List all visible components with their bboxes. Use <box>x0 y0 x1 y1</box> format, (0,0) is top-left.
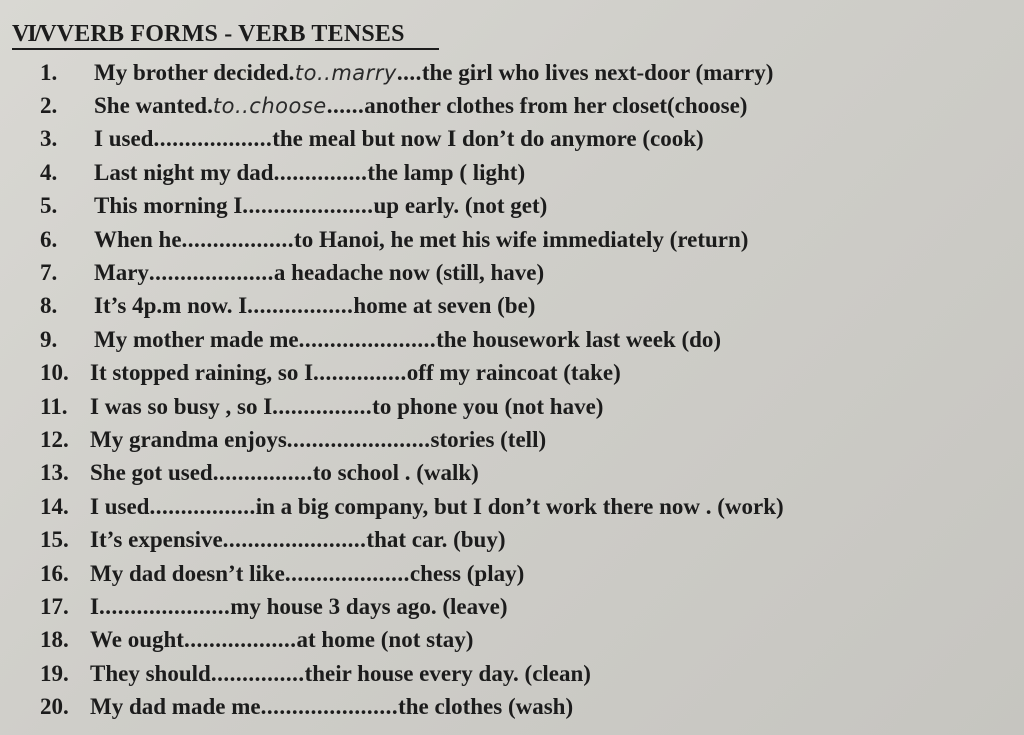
answer-blank[interactable]: ............... <box>210 660 305 686</box>
item-text-before: They should <box>90 660 211 686</box>
item-text-before: Mary <box>94 260 149 286</box>
exercise-list <box>40 56 1015 724</box>
item-text-before: When he <box>94 226 182 252</box>
answer-blank[interactable]: .................... <box>284 560 410 586</box>
title-prefix: VI/V <box>12 21 55 47</box>
item-text-after: another clothes from her closet(choose) <box>364 93 748 119</box>
answer-blank[interactable]: . <box>288 59 295 85</box>
answer-blank-trailing: ...... <box>326 93 365 119</box>
item-text-before: We ought <box>90 627 184 653</box>
item-text-before: I used <box>90 493 150 519</box>
answer-blank[interactable]: ................... <box>153 126 273 152</box>
item-text-after: my house 3 days ago. (leave) <box>230 593 508 619</box>
item-text-after: to school . (walk) <box>312 460 479 486</box>
item-text-after: stories (tell) <box>430 426 547 452</box>
item-number: 13. <box>40 460 69 486</box>
exercise-item <box>40 490 1015 523</box>
item-text-after: in a big company, but I don’t work there now . (work) <box>255 493 784 519</box>
exercise-item <box>40 89 1015 122</box>
answer-blank[interactable]: ............... <box>273 159 368 185</box>
item-text-after: that car. (buy) <box>366 527 506 553</box>
exercise-item <box>40 690 1015 723</box>
answer-blank-trailing: .... <box>396 59 422 85</box>
answer-blank[interactable]: ...................... <box>260 694 399 720</box>
answer-blank[interactable]: ................ <box>212 460 313 486</box>
exercise-item <box>40 223 1015 256</box>
answer-blank[interactable]: ....................... <box>286 426 431 452</box>
item-text-before: My mother made me <box>94 326 299 352</box>
exercise-item <box>40 156 1015 189</box>
item-text-after: a headache now (still, have) <box>273 260 545 286</box>
exercise-item <box>40 56 1015 89</box>
exercise-item <box>40 390 1015 423</box>
item-text-after: to Hanoi, he met his wife immediately (return) <box>294 226 749 252</box>
exercise-item <box>40 357 1015 390</box>
handwritten-answer: to..marry <box>294 60 397 85</box>
item-text-after: chess (play) <box>409 560 525 586</box>
item-number: 17. <box>40 593 69 619</box>
exercise-item <box>40 423 1015 456</box>
item-text-before: It’s 4p.m now. I <box>94 293 248 319</box>
item-number: 20. <box>40 694 69 720</box>
item-text-after: their house every day. (clean) <box>304 660 591 686</box>
item-number: 6. <box>40 226 58 252</box>
item-text-after: the meal but now I don’t do anymore (cook) <box>272 126 704 152</box>
item-text-before: I <box>90 593 99 619</box>
exercise-item <box>40 256 1015 289</box>
answer-blank[interactable]: ....................... <box>222 527 367 553</box>
item-number: 3. <box>40 126 58 152</box>
page-title <box>12 20 439 50</box>
item-number: 5. <box>40 193 58 219</box>
answer-blank[interactable]: .................. <box>183 627 297 653</box>
item-text-before: She wanted. <box>94 93 213 119</box>
item-text-before: My brother decided <box>94 59 289 85</box>
item-text-before: She got used <box>90 460 213 486</box>
item-text-after: the housework last week (do) <box>436 326 722 352</box>
answer-blank[interactable]: ............... <box>313 360 407 386</box>
exercise-item <box>40 323 1015 356</box>
item-number: 10. <box>40 360 69 386</box>
item-text-before: I used <box>94 126 154 152</box>
item-text-after: off my raincoat (take) <box>406 360 621 386</box>
answer-blank[interactable]: ................. <box>247 293 354 319</box>
exercise-item <box>40 657 1015 690</box>
item-text-after: the clothes (wash) <box>398 694 574 720</box>
item-number: 11. <box>40 393 68 419</box>
answer-blank[interactable]: ..................... <box>98 593 231 619</box>
item-text-before: My dad doesn’t like <box>90 560 285 586</box>
answer-blank[interactable]: .................. <box>181 226 295 252</box>
item-number: 9. <box>40 326 58 352</box>
item-text-after: up early. (not get) <box>373 193 548 219</box>
exercise-item <box>40 457 1015 490</box>
item-text-before: I was so busy , so I <box>90 393 273 419</box>
item-number: 15. <box>40 527 69 553</box>
exercise-item <box>40 290 1015 323</box>
item-text-after: to phone you (not have) <box>372 393 604 419</box>
item-text-before: My grandma enjoys <box>90 426 287 452</box>
exercise-item <box>40 557 1015 590</box>
item-number: 12. <box>40 426 69 452</box>
item-number: 8. <box>40 293 58 319</box>
answer-blank[interactable]: ................. <box>149 493 256 519</box>
item-number: 14. <box>40 493 69 519</box>
item-number: 4. <box>40 159 58 185</box>
item-number: 7. <box>40 260 58 286</box>
item-text-after: the girl who lives next-door (marry) <box>421 59 774 85</box>
answer-blank[interactable]: ...................... <box>298 326 437 352</box>
item-text-before: It stopped raining, so I <box>90 360 314 386</box>
title-text: VERB FORMS - VERB TENSES <box>56 21 405 47</box>
item-number: 18. <box>40 627 69 653</box>
item-number: 16. <box>40 560 69 586</box>
item-text-after: at home (not stay) <box>296 627 474 653</box>
answer-blank[interactable]: .................... <box>148 260 274 286</box>
answer-blank[interactable]: ..................... <box>242 193 374 219</box>
item-text-before: It’s expensive <box>90 527 223 553</box>
exercise-item <box>40 190 1015 223</box>
item-text-after: the lamp ( light) <box>367 159 526 185</box>
item-text-before: My dad made me <box>90 694 261 720</box>
exercise-item <box>40 523 1015 556</box>
handwritten-answer: to..choose <box>212 94 327 119</box>
exercise-item <box>40 624 1015 657</box>
item-number: 19. <box>40 660 69 686</box>
item-text-before: Last night my dad <box>94 159 274 185</box>
item-text-before: This morning I <box>94 193 243 219</box>
item-number: 1. <box>40 59 58 85</box>
item-text-after: home at seven (be) <box>353 293 536 319</box>
exercise-item <box>40 590 1015 623</box>
exercise-item <box>40 123 1015 156</box>
item-number: 2. <box>40 93 58 119</box>
answer-blank[interactable]: ................ <box>272 393 373 419</box>
